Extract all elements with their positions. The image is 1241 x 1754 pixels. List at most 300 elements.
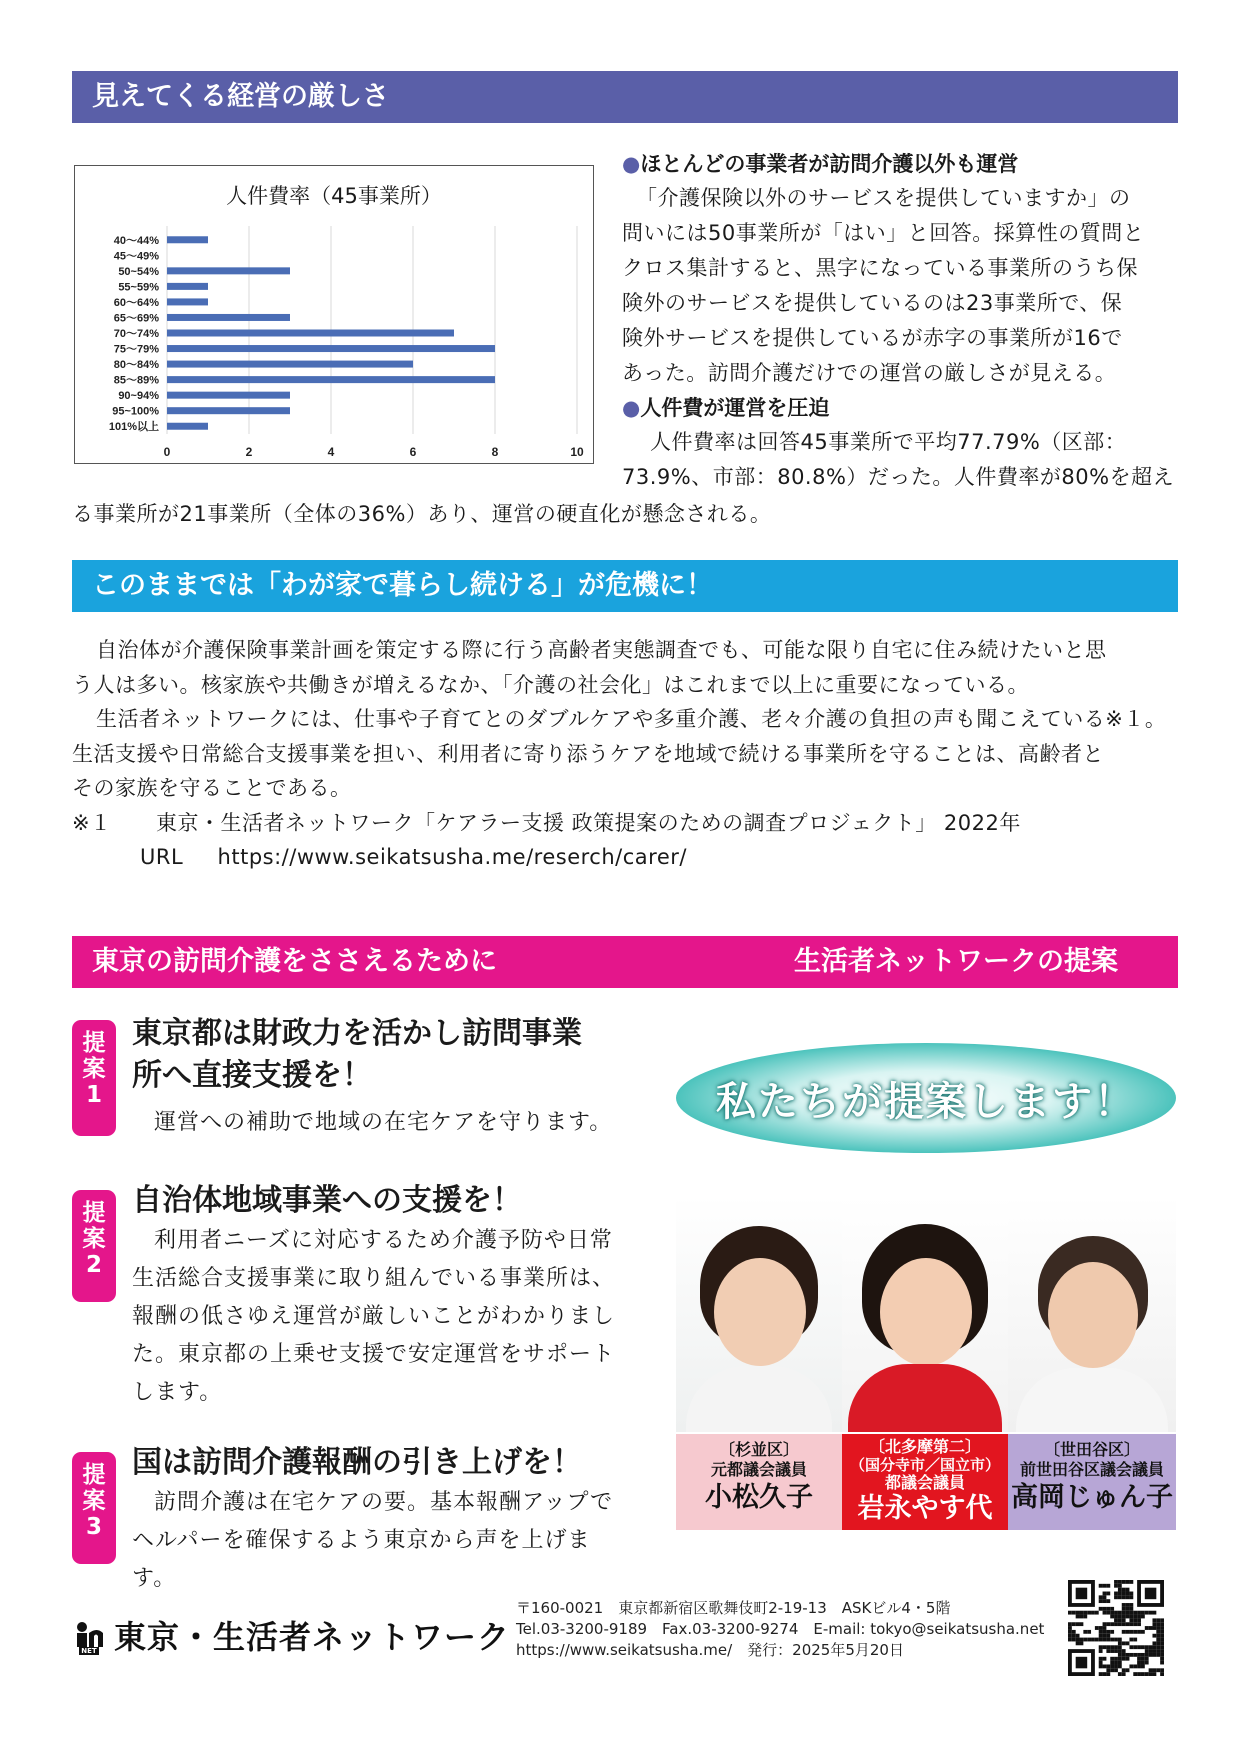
qr-module: [1114, 1649, 1118, 1653]
qr-module: [1129, 1611, 1133, 1615]
caption-iwanaga: [842, 1434, 1008, 1530]
text-line: 「介護保険以外のサービスを提供していますか」の: [636, 186, 1131, 210]
caption-name: 岩永やす代: [857, 1493, 993, 1524]
qr-module: [1076, 1622, 1080, 1626]
chart-bar: [167, 267, 290, 274]
clothing-shape: [686, 1366, 832, 1432]
qr-module: [1160, 1668, 1164, 1672]
qr-module: [1099, 1664, 1103, 1668]
qr-module: [1080, 1611, 1084, 1615]
qr-module: [1133, 1630, 1137, 1634]
qr-module: [1145, 1661, 1149, 1665]
qr-module: [1137, 1611, 1141, 1615]
management-text: [622, 147, 1182, 495]
qr-module: [1106, 1664, 1110, 1668]
qr-module: [1106, 1622, 1110, 1626]
section-header-home: [72, 560, 1178, 612]
qr-module: [1103, 1630, 1107, 1634]
qr-module: [1137, 1615, 1141, 1619]
text-line: します。: [132, 1380, 223, 1405]
chart-category-label: 90~94%: [118, 390, 159, 403]
face-shape: [1048, 1262, 1138, 1368]
qr-module: [1126, 1653, 1130, 1657]
qr-module: [1099, 1657, 1103, 1661]
chart-category-label: 60～64%: [113, 296, 159, 309]
qr-module: [1118, 1661, 1122, 1665]
qr-module: [1114, 1611, 1118, 1615]
qr-module: [1110, 1622, 1114, 1626]
proposal-body-2: [132, 1222, 615, 1412]
qr-module: [1137, 1618, 1141, 1622]
qr-module: [1152, 1634, 1156, 1638]
chart-x-tick-label: 6: [409, 445, 417, 459]
chart-plot: [75, 166, 592, 462]
qr-module: [1133, 1622, 1137, 1626]
logo-mark-shape: [73, 1621, 105, 1647]
badge-char: 案: [82, 1056, 106, 1082]
qr-module: [1099, 1595, 1103, 1599]
bullet-heading-2: ●人件費が運営を圧迫: [622, 396, 830, 420]
org-logo: [72, 1612, 510, 1658]
text-line: 訪問介護は在宅ケアの要。基本報酬アップで: [154, 1490, 614, 1515]
footer-address: 〒160-0021 東京都新宿区歌舞伎町2-19-13 ASKビル4・5階: [516, 1599, 951, 1617]
qr-module: [1087, 1638, 1091, 1642]
qr-module: [1122, 1603, 1126, 1607]
qr-module: [1160, 1645, 1164, 1649]
qr-module: [1141, 1615, 1145, 1619]
chart-bar: [167, 283, 208, 290]
qr-module: [1076, 1611, 1080, 1615]
qr-module: [1126, 1595, 1130, 1599]
footnote: ※１ 東京・生活者ネットワーク「ケアラー支援 政策提案のための調査プロジェクト」 2022年: [72, 810, 1021, 835]
qr-module: [1106, 1645, 1110, 1649]
qr-module: [1160, 1672, 1164, 1676]
caption-area: 〔杉並区〕: [718, 1440, 799, 1459]
title-line: 東京都は財政力を活かし訪問事業: [132, 1016, 582, 1051]
qr-module: [1106, 1592, 1110, 1596]
qr-module: [1118, 1615, 1122, 1619]
badge-char: 3: [85, 1514, 102, 1540]
badge-char: 2: [85, 1252, 102, 1278]
qr-module: [1076, 1638, 1080, 1642]
qr-module: [1072, 1638, 1076, 1642]
qr-module: [1114, 1661, 1118, 1665]
org-name: 東京・生活者ネットワーク: [114, 1618, 511, 1656]
qr-module: [1122, 1607, 1126, 1611]
qr-module: [1122, 1653, 1126, 1657]
qr-module: [1114, 1664, 1118, 1668]
qr-module: [1118, 1641, 1122, 1645]
qr-module: [1122, 1611, 1126, 1615]
chart-x-tick-label: 2: [245, 445, 253, 459]
qr-module: [1160, 1626, 1164, 1630]
qr-module: [1129, 1592, 1133, 1596]
text-line: ヘルパーを確保するよう東京から声を上げま: [132, 1528, 591, 1553]
qr-module: [1126, 1592, 1130, 1596]
qr-module: [1133, 1653, 1137, 1657]
qr-module: [1110, 1615, 1114, 1619]
qr-module: [1129, 1618, 1133, 1622]
qr-module: [1118, 1622, 1122, 1626]
qr-module: [1122, 1618, 1126, 1622]
text-line: 生活支援や日常総合支援事業を担い、利用者に寄り添うケアを地域で続ける事業所を守ることは、高齢者と: [72, 741, 1104, 766]
qr-module: [1145, 1645, 1149, 1649]
clothing-shape: [848, 1364, 1002, 1432]
proposal-body-1: [132, 1104, 612, 1142]
qr-module: [1156, 1668, 1160, 1672]
qr-module: [1137, 1672, 1141, 1676]
badge-char: 提: [82, 1030, 106, 1056]
qr-module: [1156, 1634, 1160, 1638]
qr-module: [1076, 1634, 1080, 1638]
qr-module: [1122, 1657, 1126, 1661]
section-title: 見えてくる経営の厳しさ: [92, 81, 389, 112]
qr-module: [1080, 1622, 1084, 1626]
caption-role: 都議会議員: [884, 1473, 965, 1492]
qr-module: [1129, 1630, 1133, 1634]
qr-module: [1160, 1657, 1164, 1661]
qr-module: [1141, 1611, 1145, 1615]
qr-module: [1114, 1592, 1118, 1596]
qr-module: [1145, 1626, 1149, 1630]
qr-module: [1160, 1653, 1164, 1657]
qr-module: [1068, 1622, 1072, 1626]
footer-tel-fax-email: Tel.03-3200-9189 Fax.03-3200-9274 E-mail: tokyo@seikatsusha.net: [516, 1620, 1045, 1638]
text-line: 自治体が介護保険事業計画を策定する際に行う高齢者実態調査でも、可能な限り自宅に住み続けたいと思: [96, 638, 1107, 662]
qr-module: [1156, 1630, 1160, 1634]
qr-module: [1145, 1653, 1149, 1657]
qr-module: [1110, 1645, 1114, 1649]
qr-module: [1129, 1615, 1133, 1619]
section-header-management: [72, 71, 1178, 123]
qr-module: [1156, 1653, 1160, 1657]
qr-module: [1133, 1638, 1137, 1642]
qr-module: [1145, 1657, 1149, 1661]
chart-category-label: 75～79%: [113, 343, 159, 356]
qr-module: [1099, 1645, 1103, 1649]
qr-module: [1087, 1630, 1091, 1634]
qr-module: [1129, 1580, 1133, 1584]
caption-name: 小松久子: [705, 1482, 813, 1513]
qr-module: [1087, 1611, 1091, 1615]
qr-module: [1106, 1611, 1110, 1615]
footer-website[interactable]: https://www.seikatsusha.me/ 発行：2025年5月20日: [516, 1641, 904, 1659]
qr-module: [1129, 1603, 1133, 1607]
qr-module: [1083, 1638, 1087, 1642]
text-line: 生活総合支援事業に取り組んでいる事業所は、: [132, 1266, 616, 1291]
qr-module: [1080, 1641, 1084, 1645]
chart-category-label: 65～69%: [113, 312, 159, 325]
qr-module: [1106, 1630, 1110, 1634]
footnote-url: URL https://www.seikatsusha.me/reserch/carer/: [140, 845, 687, 869]
qr-module: [1114, 1645, 1118, 1649]
section-title-left: 東京の訪問介護をささえるために: [92, 946, 497, 977]
qr-module: [1110, 1668, 1114, 1672]
qr-module: [1118, 1592, 1122, 1596]
text-line: 報酬の低さゆえ運営が厳しいことがわかりまし: [132, 1304, 616, 1329]
badge-char: 案: [82, 1488, 106, 1514]
portrait-takaoka: [1008, 1196, 1176, 1432]
qr-module: [1160, 1661, 1164, 1665]
qr-module: [1118, 1653, 1122, 1657]
qr-module: [1118, 1657, 1122, 1661]
qr-module: [1152, 1626, 1156, 1630]
qr-module: [1145, 1649, 1149, 1653]
qr-module: [1156, 1626, 1160, 1630]
qr-module: [1114, 1584, 1118, 1588]
chart-bar: [167, 345, 495, 352]
chart-category-label: 85～89%: [113, 374, 159, 387]
text-line: 険外サービスを提供しているが赤字の事業所が16で: [622, 326, 1123, 350]
proposal-title-1: [132, 1013, 582, 1097]
qr-module: [1152, 1641, 1156, 1645]
text-line: 運営への補助で地域の在宅ケアを守ります。: [154, 1110, 613, 1135]
qr-module: [1133, 1618, 1137, 1622]
bullet-body-1: [622, 181, 1182, 391]
face-shape: [714, 1258, 806, 1366]
qr-module: [1080, 1638, 1084, 1642]
qr-module: [1103, 1645, 1107, 1649]
qr-module: [1145, 1672, 1149, 1676]
qr-module: [1114, 1622, 1118, 1626]
qr-module: [1156, 1649, 1160, 1653]
qr-module: [1106, 1672, 1110, 1676]
qr-module: [1122, 1622, 1126, 1626]
qr-module: [1080, 1615, 1084, 1619]
text-line: す。: [132, 1566, 177, 1591]
chart-bar: [167, 314, 290, 321]
qr-module: [1076, 1657, 1088, 1669]
qr-module: [1137, 1664, 1141, 1668]
chart-category-label: 101%以上: [108, 421, 159, 434]
qr-module: [1141, 1657, 1145, 1661]
qr-module: [1141, 1630, 1145, 1634]
qr-module: [1133, 1645, 1137, 1649]
qr-module: [1118, 1649, 1122, 1653]
qr-module: [1149, 1626, 1153, 1630]
qr-module: [1103, 1611, 1107, 1615]
qr-module: [1099, 1626, 1103, 1630]
qr-module: [1152, 1649, 1156, 1653]
qr-module: [1076, 1588, 1088, 1600]
qr-module: [1106, 1649, 1110, 1653]
qr-module: [1099, 1584, 1103, 1588]
caption-role: 前世田谷区議会議員: [1019, 1460, 1164, 1479]
qr-module: [1110, 1607, 1114, 1611]
qr-module: [1114, 1615, 1118, 1619]
qr-module: [1072, 1630, 1076, 1634]
qr-module: [1110, 1611, 1114, 1615]
qr-module: [1160, 1634, 1164, 1638]
qr-module: [1156, 1641, 1160, 1645]
qr-module: [1126, 1580, 1130, 1584]
qr-module: [1133, 1664, 1137, 1668]
qr-module: [1149, 1611, 1153, 1615]
qr-module: [1129, 1645, 1133, 1649]
qr-module: [1099, 1607, 1103, 1611]
qr-code-icon[interactable]: [1068, 1580, 1164, 1676]
text-line: 73.9%、市部：80.8%）だった。人件費率が80%を超え: [622, 465, 1175, 489]
text-line: あった。訪問介護だけでの運営の厳しさが見える。: [622, 361, 1117, 385]
qr-module: [1091, 1611, 1095, 1615]
qr-module: [1152, 1645, 1156, 1649]
qr-module: [1160, 1630, 1164, 1634]
section-title-right: 生活者ネットワークの提案: [794, 946, 1118, 977]
qr-module: [1118, 1664, 1122, 1668]
qr-module: [1152, 1653, 1156, 1657]
qr-module: [1145, 1611, 1149, 1615]
qr-module: [1122, 1641, 1126, 1645]
qr-module: [1103, 1634, 1107, 1638]
qr-module: [1068, 1634, 1072, 1638]
qr-module: [1103, 1595, 1107, 1599]
qr-module: [1103, 1592, 1107, 1596]
caption-area-sub: （国分寺市／国立市）: [849, 1456, 1000, 1474]
qr-module: [1072, 1634, 1076, 1638]
text-line: 利用者ニーズに対応するため介護予防や日常: [154, 1228, 613, 1253]
qr-module: [1106, 1638, 1110, 1642]
qr-module: [1110, 1661, 1114, 1665]
qr-module: [1103, 1584, 1107, 1588]
portrait-iwanaga: [842, 1196, 1008, 1432]
qr-module: [1122, 1649, 1126, 1653]
qr-module: [1118, 1672, 1122, 1676]
qr-module: [1114, 1595, 1118, 1599]
qr-module: [1103, 1657, 1107, 1661]
qr-module: [1122, 1615, 1126, 1619]
qr-module: [1114, 1618, 1118, 1622]
qr-module: [1122, 1668, 1126, 1672]
text-line: 険外のサービスを提供しているのは23事業所で、保: [622, 291, 1123, 315]
caption-area: 〔北多摩第二〕: [868, 1437, 981, 1456]
qr-module: [1137, 1645, 1141, 1649]
chart-category-label: 55~59%: [118, 281, 159, 294]
qr-module: [1126, 1657, 1130, 1661]
qr-module: [1106, 1584, 1110, 1588]
chart-bar: [167, 361, 413, 368]
qr-module: [1133, 1615, 1137, 1619]
qr-module: [1137, 1657, 1141, 1661]
qr-module: [1141, 1672, 1145, 1676]
proposal-badge-1: [72, 1020, 116, 1136]
caption-name: 高岡じゅん子: [1011, 1482, 1173, 1513]
qr-module: [1149, 1649, 1153, 1653]
caption-role: 元都議会議員: [710, 1460, 807, 1479]
text-line: た。東京都の上乗せ支援で安定運営をサポート: [132, 1342, 616, 1367]
qr-module: [1156, 1645, 1160, 1649]
qr-module: [1126, 1668, 1130, 1672]
proposal-title-2: [132, 1180, 522, 1222]
qr-module: [1099, 1599, 1103, 1603]
caption-area: 〔世田谷区〕: [1043, 1440, 1140, 1459]
qr-module: [1126, 1603, 1130, 1607]
chart-category-label: 50~54%: [118, 265, 159, 278]
qr-module: [1129, 1622, 1133, 1626]
qr-module: [1099, 1672, 1103, 1676]
qr-module: [1126, 1607, 1130, 1611]
qr-module: [1122, 1630, 1126, 1634]
qr-module: [1106, 1634, 1110, 1638]
qr-module: [1137, 1661, 1141, 1665]
qr-module: [1106, 1607, 1110, 1611]
qr-module: [1103, 1626, 1107, 1630]
qr-module: [1137, 1630, 1141, 1634]
portrait-komatsu: [676, 1196, 842, 1432]
chart-bar: [167, 392, 290, 399]
proposal-badge-2: [72, 1190, 116, 1302]
qr-module: [1133, 1611, 1137, 1615]
qr-module: [1160, 1622, 1164, 1626]
qr-module: [1118, 1584, 1122, 1588]
qr-module: [1068, 1638, 1072, 1642]
qr-module: [1099, 1661, 1103, 1665]
qr-module: [1076, 1641, 1080, 1645]
qr-module: [1103, 1672, 1107, 1676]
qr-module: [1141, 1645, 1145, 1649]
qr-module: [1103, 1622, 1107, 1626]
caption-takaoka: [1008, 1434, 1176, 1530]
qr-module: [1103, 1638, 1107, 1642]
bullet-body-2: [622, 425, 1182, 495]
qr-module: [1160, 1641, 1164, 1645]
qr-module: [1110, 1649, 1114, 1653]
qr-module: [1110, 1630, 1114, 1634]
personnel-cost-chart: [74, 165, 594, 464]
qr-module: [1118, 1645, 1122, 1649]
chart-category-label: 80～84%: [113, 359, 159, 372]
qr-module: [1122, 1595, 1126, 1599]
qr-module: [1110, 1638, 1114, 1642]
chart-x-tick-label: 8: [491, 445, 499, 459]
qr-module: [1118, 1588, 1122, 1592]
face-shape: [880, 1258, 972, 1366]
chart-bar: [167, 407, 290, 414]
bullet-dot-icon: ●: [622, 152, 641, 176]
text-line: 人件費率は回答45事業所で平均77.79%（区部：: [650, 430, 1127, 454]
qr-module: [1141, 1661, 1145, 1665]
qr-module: [1126, 1611, 1130, 1615]
chart-category-label: 95~100%: [112, 405, 159, 418]
qr-module: [1095, 1611, 1099, 1615]
qr-module: [1099, 1634, 1103, 1638]
badge-char: 提: [82, 1200, 106, 1226]
qr-module: [1133, 1672, 1137, 1676]
qr-module: [1152, 1672, 1156, 1676]
qr-module: [1118, 1595, 1122, 1599]
bullet-dot-icon: ●: [622, 396, 641, 420]
qr-module: [1129, 1595, 1133, 1599]
qr-module: [1122, 1588, 1126, 1592]
text-line: う人は多い。核家族や共働きが増えるなか、「介護の社会化」はこれまで以上に重要になっている。: [72, 672, 1029, 697]
qr-module: [1126, 1641, 1130, 1645]
title-line: 国は訪問介護報酬の引き上げを！: [132, 1445, 582, 1480]
qr-module: [1091, 1638, 1095, 1642]
qr-module: [1126, 1630, 1130, 1634]
qr-module: [1156, 1622, 1160, 1626]
source-link[interactable]: https://www.seikatsusha.me/reserch/carer/: [217, 845, 687, 869]
qr-module: [1099, 1630, 1103, 1634]
proposal-body-3: [132, 1484, 613, 1598]
logo-mark-text: NET: [81, 1647, 97, 1655]
qr-module: [1152, 1622, 1156, 1626]
qr-module: [1095, 1638, 1099, 1642]
bullet-heading-1: ●ほとんどの事業者が訪問介護以外も運営: [622, 152, 1019, 176]
section-title: このままでは「わが家で暮らし続ける」が危機に！: [92, 570, 713, 601]
qr-module: [1122, 1580, 1126, 1584]
text-line: その家族を守ることである。: [72, 776, 352, 800]
net-logo-icon: [72, 1615, 106, 1655]
slogan-text: 私たちが提案します！: [716, 1078, 1136, 1125]
